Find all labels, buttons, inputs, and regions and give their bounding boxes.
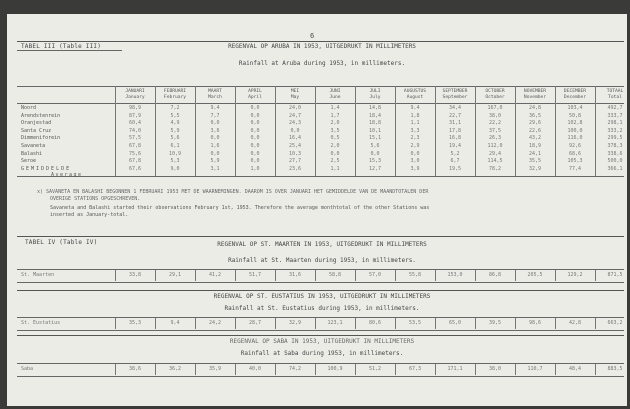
table3-cell: 103,4 (567, 105, 583, 111)
header-nl: TOTAAL (606, 89, 624, 94)
table3-cell: 9,0 (170, 165, 180, 172)
t4-row-cell: 55,8 (408, 272, 422, 278)
t4-row-cell: 57,0 (368, 272, 382, 278)
table3-cell: 3,6 (210, 127, 220, 134)
table3-cell: 105,3 (567, 158, 583, 165)
table3-cell: 0,0 (210, 120, 220, 127)
t6-row-divider (355, 364, 356, 375)
table3-cell: 36,5 (528, 112, 542, 119)
table3-cell: 6,7 (450, 158, 460, 165)
table3-cell: 1,1 (410, 120, 420, 127)
table3-cell: 74,0 (128, 127, 142, 134)
table3-header-september (435, 89, 475, 100)
table3-header-february (155, 89, 195, 100)
table3-note-en-2: inserted as January-total. (50, 212, 129, 218)
table3-cell: 10,1 (368, 127, 382, 134)
table3-cell: 2,5 (330, 158, 340, 165)
header-en: October (485, 94, 505, 100)
table3-cell: 0,0 (250, 158, 260, 165)
table3-note-nl-1: x) SAVANETA EN BALASHI BEGONNEN 1 FEBRUARI 1953 MET DE WAARNEMINGEN. DAAROM IS OVER JANUARI HET GEMIDDELDE VAN DE MAANDTOTALEN DER (37, 189, 429, 195)
table3-cell: 3,5 (330, 127, 340, 134)
table3-cell: 38,0 (488, 112, 502, 119)
table3-cell: 0,0 (410, 150, 420, 157)
t5-row-divider (395, 318, 396, 329)
t4-row-cell: 41,2 (208, 272, 222, 278)
t4-row-divider (315, 270, 316, 281)
table3-cell: 5,6 (370, 143, 380, 149)
table6-title-nl: REGENVAL OP SABA IN 1953, UITGEDRUKT IN MILLIMETERS (229, 338, 415, 345)
t4-row-cell: 31,6 (288, 272, 302, 278)
table3-cell: 78,2 (488, 165, 502, 172)
table3-cell: 378,3 (607, 143, 623, 149)
table3-cell: 7,2 (170, 105, 180, 111)
t6-row-divider (115, 364, 116, 375)
header-en: December (563, 94, 587, 100)
table3-cell: 6,1 (170, 143, 180, 149)
t4-row-cell: 33,8 (128, 272, 142, 278)
table3-cell: 1,4 (330, 105, 340, 111)
table3-cell: 333,7 (607, 112, 623, 119)
table3-cell: 2,9 (410, 143, 420, 149)
t6-row-divider (195, 364, 196, 375)
t6-row-cell: 67,3 (408, 366, 422, 372)
header-en: July (369, 94, 381, 100)
table3-cell: 3,1 (210, 165, 220, 172)
table3-cell: 67,8 (128, 158, 142, 165)
table3-cell: 15,1 (368, 135, 382, 142)
t4-row-divider (515, 270, 516, 281)
table3-cell: 5,9 (170, 127, 180, 134)
table3-cell: 0,0 (210, 150, 220, 157)
header-en: Total (608, 94, 622, 100)
table3-cell: 2,0 (330, 143, 340, 149)
t5-row-divider (235, 318, 236, 329)
table3-cell: 0,0 (210, 135, 220, 142)
t5-row-divider (195, 318, 196, 329)
table3-cell: 24,3 (288, 120, 302, 127)
table3-cell: 35,5 (528, 158, 542, 165)
table3-station-label: Balashi (21, 150, 43, 157)
table3-cell: 333,2 (607, 127, 623, 134)
table3-cell: 1,1 (330, 165, 340, 172)
header-nl: JUNI (329, 89, 341, 94)
t5-row-divider (355, 318, 356, 329)
t6-row-cell: 110,7 (527, 366, 543, 372)
table3-cell: 12,7 (368, 165, 382, 172)
table3-cell: 24,0 (288, 105, 302, 111)
table3-station-label: Noord (21, 105, 37, 111)
t5-row-divider (435, 318, 436, 329)
table3-cell: 43,2 (528, 135, 542, 142)
table3-header-july (355, 89, 395, 100)
table3-header-june (315, 89, 355, 100)
table3-cell: 100,0 (567, 127, 583, 134)
table3-cell: 0,0 (250, 135, 260, 142)
table3-station-label: Seroe (21, 158, 37, 165)
t6-row-cell: 100,9 (327, 366, 343, 372)
t5-row-cell: 35,3 (128, 320, 142, 326)
header-nl: APRIL (248, 89, 262, 94)
table6-title-en: Rainfall at Saba during 1953, in millimeters. (240, 350, 404, 357)
table3-cell: 10,3 (288, 150, 302, 157)
t6-row-label: Saba (21, 366, 34, 372)
header-en: June (329, 94, 341, 100)
table3-cell: 16,8 (448, 135, 462, 142)
header-nl: JULI (369, 89, 381, 94)
header-en: January (125, 94, 145, 100)
table3-cell: 500,0 (607, 158, 623, 165)
t4-row-cell: 29,1 (168, 272, 182, 278)
t5-row-cell: 28,7 (248, 320, 262, 326)
t4-row-divider (115, 270, 116, 281)
t4-row-divider (435, 270, 436, 281)
t5-row-divider (555, 318, 556, 329)
table3-cell: 0,0 (250, 143, 260, 149)
table3-cell: 5,6 (170, 135, 180, 142)
t6-row-cell: 38,6 (128, 366, 142, 372)
table3-cell: 18,9 (528, 143, 542, 149)
table3-cell: 299,5 (607, 135, 623, 142)
table3-cell: 27,7 (288, 158, 302, 165)
table3-cell: 26,3 (488, 135, 502, 142)
t5-row-divider (115, 318, 116, 329)
table3-cell: 1,0 (250, 165, 260, 172)
t5-row-cell: 24,2 (208, 320, 222, 326)
table3-cell: 87,9 (128, 112, 142, 119)
table3-cell: 16,4 (288, 135, 302, 142)
t4-row-cell: 153,0 (447, 272, 463, 278)
header-en: November (523, 94, 547, 100)
table3-cell: 9,4 (410, 105, 420, 111)
table3-label: TABEL III (Table III) (21, 43, 102, 50)
header-nl: OCTOBER (485, 89, 505, 94)
table3-cell: 1,7 (330, 112, 340, 119)
t5-row-cell: 98,6 (528, 320, 542, 326)
t4-row-cell: 129,2 (567, 272, 583, 278)
table3-cell: 18,4 (368, 112, 382, 119)
t5-row-divider (275, 318, 276, 329)
header-en: March (208, 94, 222, 100)
table3-cell: 24,1 (528, 150, 542, 157)
table3-cell: 338,6 (607, 150, 623, 157)
t6-row-cell: 51,2 (368, 366, 382, 372)
table3-cell: 4,9 (170, 120, 180, 127)
header-nl: MEI (290, 89, 300, 94)
table3-cell: 2,0 (330, 120, 340, 127)
table3-note-nl-2: OVERIGE STATIONS OPGESCHREVEN. (50, 196, 141, 202)
table3-header-march (195, 89, 235, 100)
header-nl: SEPTEMBER (442, 89, 468, 94)
header-nl: FEBRUARI (163, 89, 187, 94)
table3-cell: 7,7 (210, 112, 220, 119)
table3-cell: 24,7 (288, 112, 302, 119)
table3-cell: 0,0 (250, 150, 260, 157)
table3-header-november (515, 89, 555, 100)
table3-cell: 5,9 (210, 158, 220, 165)
t4-row-cell: 58,8 (328, 272, 342, 278)
table4-title-en: Rainfall at St. Maarten during 1953, in millimeters. (228, 257, 416, 264)
table3-title-en: Rainfall at Aruba during 1953, in millimeters. (238, 60, 406, 67)
t6-row-cell: 36,2 (168, 366, 182, 372)
table3-cell: 5,2 (450, 150, 460, 157)
table3-cell: 10,9 (168, 150, 182, 157)
t5-row-cell: 123,1 (327, 320, 343, 326)
table3-header-october (475, 89, 515, 100)
t5-row-cell: 32,9 (288, 320, 302, 326)
table3-cell: 77,4 (568, 165, 582, 172)
table3-cell: 167,0 (487, 105, 503, 111)
t4-row-cell: 86,8 (488, 272, 502, 278)
table3-cell: 3,9 (410, 165, 420, 172)
header-nl: DECEMBER (563, 89, 587, 94)
t6-row-divider (235, 364, 236, 375)
t4-row-divider (395, 270, 396, 281)
t6-row-divider (435, 364, 436, 375)
t6-row-divider (515, 364, 516, 375)
table3-cell: 67,6 (128, 165, 142, 172)
table3-header-may (275, 89, 315, 100)
table3-cell: 22,6 (528, 127, 542, 134)
table3-title-nl: REGENVAL OP ARUBA IN 1953, UITGEDRUKT IN MILLIMETERS (228, 43, 416, 50)
table3-cell: 22,2 (488, 120, 502, 127)
table3-cell: 5,3 (170, 158, 180, 165)
t4-row-divider (155, 270, 156, 281)
table3-cell: 14,8 (368, 105, 382, 111)
t5-row-cell: 65,0 (448, 320, 462, 326)
table3-station-label: Oranjestad (21, 120, 52, 127)
table3-station-label: Savaneta (21, 143, 46, 149)
page-number: 6 (310, 32, 315, 40)
table3-cell: 0,0 (250, 127, 260, 134)
table3-cell: 3,0 (410, 158, 420, 165)
t4-row-cell: 871,5 (607, 272, 623, 278)
t6-row-divider (155, 364, 156, 375)
t5-row-cell: 9,4 (170, 320, 180, 326)
table3-cell: 32,9 (528, 165, 542, 172)
header-en: September (442, 94, 468, 100)
t5-row-divider (515, 318, 516, 329)
table3-station-label: Arendstenrein (21, 112, 61, 119)
table3-cell: 31,1 (448, 120, 462, 127)
table3-cell: 75,6 (128, 150, 142, 157)
table3-cell: 92,6 (568, 143, 582, 149)
t6-row-divider (395, 364, 396, 375)
table3-cell: 29,6 (528, 120, 542, 127)
table3-average-label: Average (51, 172, 83, 179)
table3-cell: 22,7 (448, 112, 462, 119)
table3-cell: 15,3 (368, 158, 382, 165)
t4-row-label: St. Maarten (21, 272, 55, 278)
header-nl: AUGUSTUS (403, 89, 427, 94)
header-nl: MAART (208, 89, 222, 94)
t4-row-cell: 205,5 (527, 272, 543, 278)
table3-cell: 5,5 (170, 112, 180, 119)
table3-cell: 492,7 (607, 105, 623, 111)
t5-row-divider (595, 318, 596, 329)
t6-row-divider (315, 364, 316, 375)
t4-row-divider (555, 270, 556, 281)
table3-cell: 0,0 (370, 150, 380, 157)
table3-cell: 29,4 (488, 150, 502, 157)
table4-label: TABEL IV (Table IV) (25, 239, 98, 246)
t4-row-divider (595, 270, 596, 281)
table3-cell: 37,5 (488, 127, 502, 134)
table3-cell: 23,6 (288, 165, 302, 172)
header-nl: JANUARI (125, 89, 145, 94)
table3-cell: 67,8 (128, 143, 142, 149)
t5-row-cell: 80,6 (368, 320, 382, 326)
table3-station-label: GEMIDDELDE (21, 165, 72, 172)
header-nl: NOVEMBER (523, 89, 547, 94)
t6-row-divider (555, 364, 556, 375)
t6-row-divider (595, 364, 596, 375)
table3-header-total (595, 89, 630, 100)
table3-cell: 112,0 (487, 143, 503, 149)
t5-row-divider (155, 318, 156, 329)
table3-cell: 0,0 (250, 105, 260, 111)
table3-header-april (235, 89, 275, 100)
table3-cell: 50,8 (568, 112, 582, 119)
t6-row-cell: 48,4 (568, 366, 582, 372)
table5-title-nl: REGENVAL OP ST. EUSTATIUS IN 1953, UITGEDRUKT IN MILLIMETERS (213, 293, 431, 300)
t5-row-label: St. Eustatius (21, 320, 61, 326)
table3-cell: 1,6 (210, 143, 220, 149)
table3-cell: 298,1 (607, 120, 623, 127)
t4-row-divider (275, 270, 276, 281)
table3-cell: 0,0 (290, 127, 300, 134)
table3-cell: 102,8 (567, 120, 583, 127)
table3-cell: 34,4 (448, 105, 462, 111)
table3-cell: 2,3 (410, 135, 420, 142)
t5-row-cell: 663,2 (607, 320, 623, 326)
t6-row-cell: 40,0 (248, 366, 262, 372)
t5-row-divider (315, 318, 316, 329)
t4-row-cell: 51,7 (248, 272, 262, 278)
header-en: August (406, 94, 424, 100)
table3-cell: 3,3 (410, 127, 420, 134)
table3-station-label: Santa Cruz (21, 127, 52, 134)
t4-row-divider (475, 270, 476, 281)
t6-row-divider (475, 364, 476, 375)
table3-cell: 114,5 (487, 158, 503, 165)
table3-cell: 0,5 (330, 135, 340, 142)
table3-cell: 60,4 (128, 120, 142, 127)
table3-header-august (395, 89, 435, 100)
table3-cell: 116,0 (567, 135, 583, 142)
t4-row-divider (355, 270, 356, 281)
table3-cell: 0,0 (250, 120, 260, 127)
table3-cell: 9,4 (210, 105, 220, 111)
table3-cell: 18,8 (368, 120, 382, 127)
table3-cell: 24,8 (528, 105, 542, 111)
t6-row-cell: 35,9 (208, 366, 222, 372)
t6-row-cell: 38,0 (488, 366, 502, 372)
table3-cell: 98,9 (128, 105, 142, 111)
t5-row-cell: 42,8 (568, 320, 582, 326)
t5-row-divider (475, 318, 476, 329)
t4-row-divider (235, 270, 236, 281)
document-page (7, 14, 627, 406)
table3-cell: 19,4 (448, 143, 462, 149)
t4-row-divider (195, 270, 196, 281)
t5-row-cell: 39,5 (488, 320, 502, 326)
header-en: April (248, 94, 262, 100)
table3-cell: 17,8 (448, 127, 462, 134)
table3-header-january (115, 89, 155, 100)
t5-row-cell: 53,5 (408, 320, 422, 326)
table4-title-nl: REGENVAL OP ST. MAARTEN IN 1953, UITGEDRUKT IN MILLIMETERS (217, 241, 427, 248)
table3-cell: 1,8 (410, 112, 420, 119)
table3-cell: 366,1 (607, 165, 623, 172)
table3-cell: 0,0 (330, 150, 340, 157)
header-en: February (163, 94, 187, 100)
table3-cell: 25,4 (288, 143, 302, 149)
table3-cell: 57,5 (128, 135, 142, 142)
table3-note-en-1: Savaneta and Balashi started their observations February 1st, 1953. Therefore the average monthtotal of the other Stations was (50, 205, 430, 211)
table3-header-december (555, 89, 595, 100)
table3-cell: 0,0 (250, 112, 260, 119)
t6-row-cell: 171,1 (447, 366, 463, 372)
header-en: May (290, 94, 300, 100)
table5-title-en: Rainfall at St. Eustatius during 1953, in millimeters. (224, 305, 420, 312)
t6-row-cell: 74,2 (288, 366, 302, 372)
table3-station-label: Dimmeniforein (21, 135, 61, 142)
table3-cell: 19,5 (448, 165, 462, 172)
table3-cell: 68,6 (568, 150, 582, 157)
t6-row-divider (275, 364, 276, 375)
t6-row-cell: 883,5 (607, 366, 623, 372)
